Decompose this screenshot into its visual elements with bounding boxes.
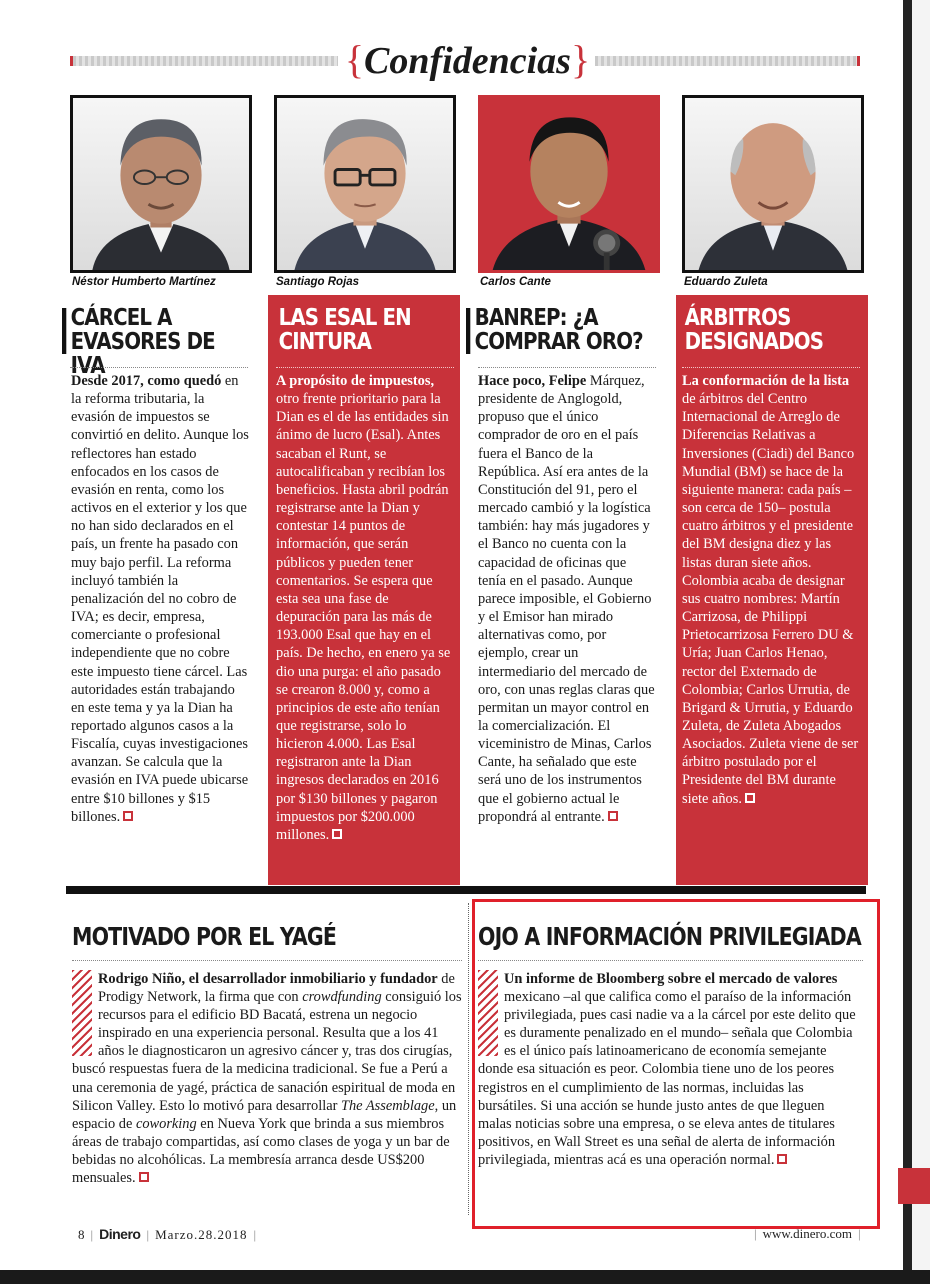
headline-line-1: LAS ESAL EN	[278, 305, 411, 331]
portrait-santiago-rojas	[274, 95, 456, 273]
section-header	[70, 36, 860, 88]
headline-line-2: EVASORES DE IVA	[70, 329, 215, 379]
article-lead: Desde 2017, como quedó	[71, 373, 222, 389]
end-mark-icon	[139, 1172, 149, 1182]
headline-informacion-privilegiada: OJO A INFORMACIÓN PRIVILEGIADA	[478, 922, 861, 951]
portrait-image	[73, 98, 249, 270]
article-text: , un espacio de	[72, 1097, 457, 1132]
footer-separator: |	[754, 1226, 757, 1241]
article-lead: Rodrigo Niño, el desarrollador inmobiliario y fundador	[98, 971, 438, 987]
caption-carlos-cante: Carlos Cante	[480, 276, 551, 288]
portrait-nestor-martinez	[70, 95, 252, 273]
headline-line-1: CÁRCEL A	[70, 305, 172, 331]
caption-santiago-rojas: Santiago Rojas	[276, 276, 360, 288]
header-rule-right	[595, 56, 860, 66]
headline-line-2: DESIGNADOS	[684, 329, 824, 355]
section-divider	[66, 886, 866, 894]
article-lead: La conformación de la lista	[682, 373, 850, 389]
portrait-image	[685, 98, 861, 270]
headline-line-2: CINTURA	[278, 329, 372, 355]
headline-line-1: ÁRBITROS	[684, 305, 791, 331]
story-rule	[72, 960, 462, 961]
brace-open: {	[344, 37, 365, 82]
footer-separator: |	[146, 1227, 150, 1242]
article-text: de Prodigy Network, la firma que con	[98, 971, 455, 1006]
highlight-box	[472, 899, 880, 1229]
article-italic: crowdfunding	[302, 989, 382, 1006]
article-body: Márquez, presidente de Anglogold, propuso que el único comprador de oro en el país fuera el Banco de la República. Así era antes de la Constitución del 91, pero el mercado cambió y la logística también: hay más jugadores y el Banco no cuenta con la capacidad de oficinas que tenía en el pasado. Aunque parece imposible, el Gobierno y el Emisor han mirado alternativas como, por ejemplo, crear un intermediario del mercado de oro, con unas reglas claras que permitan un mayor control en la comercialización. El viceministro de Minas, Carlos Cante, ha señalado que este será uno de los instrumentos que el gobierno actual le propondrá al entrante.	[478, 373, 655, 825]
portrait-eduardo-zuleta	[682, 95, 864, 273]
end-mark-icon	[332, 829, 342, 839]
footer-separator: |	[253, 1227, 257, 1242]
hatch-ornament	[72, 970, 92, 1056]
article-lead: Un informe de Bloomberg sobre el mercado de valores	[504, 971, 838, 987]
headline-line-1: BANREP: ¿A	[474, 305, 598, 331]
article-text: consiguió los recursos para el edificio BD Bacatá, estrena un negocio inspirado en una experiencia personal. Resulta que a los 41 años le diagnosticaron un agresivo cáncer y, tras dos cirugías, buscó respuestas fuera de la medicina tradicional. Se fue a Perú a una ceremonia de yagé, práctica de sanación espiritual de moda en Silicon Valley. Esto lo motivó para desarrollar	[72, 989, 462, 1114]
portrait-carlos-cante	[478, 95, 660, 273]
column-rule	[70, 367, 248, 368]
brand-logo: Dinero	[99, 1226, 141, 1242]
footer-right	[748, 1226, 867, 1242]
footer-left	[78, 1226, 262, 1243]
article-body: mexicano –al que califica como el paraíso de la información privilegiada, pues casi nadie va a la cárcel por este delito que es duramente penalizado en el mundo– señala que Colombia es el único país latinoamericano de economía semejante donde esa situación es peor. Colombia tiene uno de los peores registros en el cumplimiento de las normas, incluidas las bursátiles. Si una acción se hunde justo antes de que lleguen malas noticias sobre una empresa, o se eleva antes de titulares positivos, en Wall Street es una señal de alerta de información privilegiada, mientras acá es una operación normal.	[478, 989, 856, 1168]
article-body: otro frente prioritario para la Dian es el de las entidades sin ánimo de lucro (Esal). Antes sacaban el Runt, se autocalificaban y recibían los beneficios. Hasta abril podrán registrarse ante la Dian y contestar 14 puntos de información, que serán públicos y pueden tener comentarios. Se espera que esta sea una fase de depuración para las más de 193.000 Esal que hay en el país. De hecho, en enero ya se dio una purga: el año pasado se crearon 8.000 y, como a principios de este año tenían que registrarse, solo lo hicieron 4.000. Las Esal registraron ante la Dian ingresos declarados en 2016 por $130 billones y pagaron impuestos por $200.000 millones.	[276, 391, 451, 843]
article-text: en Nueva York que brinda a sus miembros áreas de trabajo compartidas, así como clases de yoga y un bar de bebidas no alcohólicas. La membresía arranca desde US$200 mensuales.	[72, 1115, 450, 1187]
issue-date: Marzo.28.2018	[155, 1227, 248, 1242]
headline-bar	[62, 308, 66, 354]
portrait-image	[481, 98, 657, 270]
section-title	[340, 36, 595, 83]
headline-banrep-oro	[466, 306, 655, 362]
article-body: en la reforma tributaria, la evasión de impuestos se convirtió en delito. Aunque los reflectores han estado enfocados en los casos de evasión en renta, como los activos en el exterior y los que no han sido declarados en el país, un frente ha pasado con muy bajo perfil. La reforma incluyó también la penalización del no cobro de IVA; es decir, empresa, comerciante o profesional independiente que no cobre este impuesto tiene cárcel. Las autoridades están trabajando en este tema y ya la Dian ha reportado algunos casos a la Fiscalía, cuyas investigaciones avanzan. Se calcula que la evasión en IVA puede ubicarse entre $10 billones y $15 billones.	[71, 373, 249, 825]
article-body: de árbitros del Centro Internacional de Arreglo de Diferencias Relativas a Inversiones (Ciadi) del Banco Mundial (BM) se hace de la siguiente manera: cada país –son cerca de 150– postula cuatro árbitros y el presidente del BM designa diez y las listas duran siete años. Colombia acaba de designar sus cuatro nombres: Martín Carrizosa, de Philippi Prietocarrizosa Ferrero DU & Uría; Juan Carlos Henao, rector del Externado de Colombia; Carlos Urrutia, de Brigard & Urrutia, y Eduardo Zuleta, de Zuleta Abogados Asociados. Zuleta viene de ser árbitro postulado por el Presidente del BM durante siete años.	[682, 391, 859, 807]
end-mark-icon	[745, 793, 755, 803]
headline-motivado-yage: MOTIVADO POR EL YAGÉ	[72, 922, 337, 951]
site-url: www.dinero.com	[762, 1226, 853, 1241]
article-motivado-yage	[72, 970, 462, 1187]
end-mark-icon	[608, 811, 618, 821]
column-rule	[478, 367, 656, 368]
page-number: 8	[78, 1227, 85, 1242]
article-lead: A propósito de impuestos,	[276, 373, 435, 389]
portrait-image	[277, 98, 453, 270]
scan-bottom-strip	[0, 1270, 930, 1284]
brace-close: }	[570, 37, 591, 82]
article-italic: The Assemblage	[340, 1097, 435, 1114]
end-mark-icon	[123, 811, 133, 821]
headline-carcel-evasores	[62, 305, 251, 379]
caption-nestor-martinez: Néstor Humberto Martínez	[72, 276, 216, 288]
story-column-separator	[468, 903, 469, 1215]
page-edge-tab	[898, 1168, 930, 1204]
section-title-text: Confidencias	[364, 40, 571, 82]
headline-arbitros-designados	[676, 306, 865, 362]
caption-eduardo-zuleta: Eduardo Zuleta	[684, 276, 768, 288]
article-italic: coworking	[135, 1115, 197, 1132]
page-edge-margin	[912, 0, 930, 1284]
headline-esal-cintura	[270, 306, 459, 362]
headline-bar	[676, 308, 680, 354]
footer-separator: |	[858, 1226, 861, 1241]
article-carcel-evasores	[71, 372, 249, 826]
article-banrep-oro	[478, 372, 656, 826]
footer-separator: |	[90, 1227, 94, 1242]
article-lead: Hace poco, Felipe	[478, 373, 587, 389]
header-rule-left	[70, 56, 338, 66]
headline-line-2: COMPRAR ORO?	[474, 329, 643, 355]
column-rule	[276, 367, 454, 368]
column-rule	[682, 367, 860, 368]
article-arbitros-designados	[682, 372, 860, 808]
headline-bar	[270, 308, 274, 354]
article-esal-cintura	[276, 372, 454, 844]
headline-bar	[466, 308, 470, 354]
